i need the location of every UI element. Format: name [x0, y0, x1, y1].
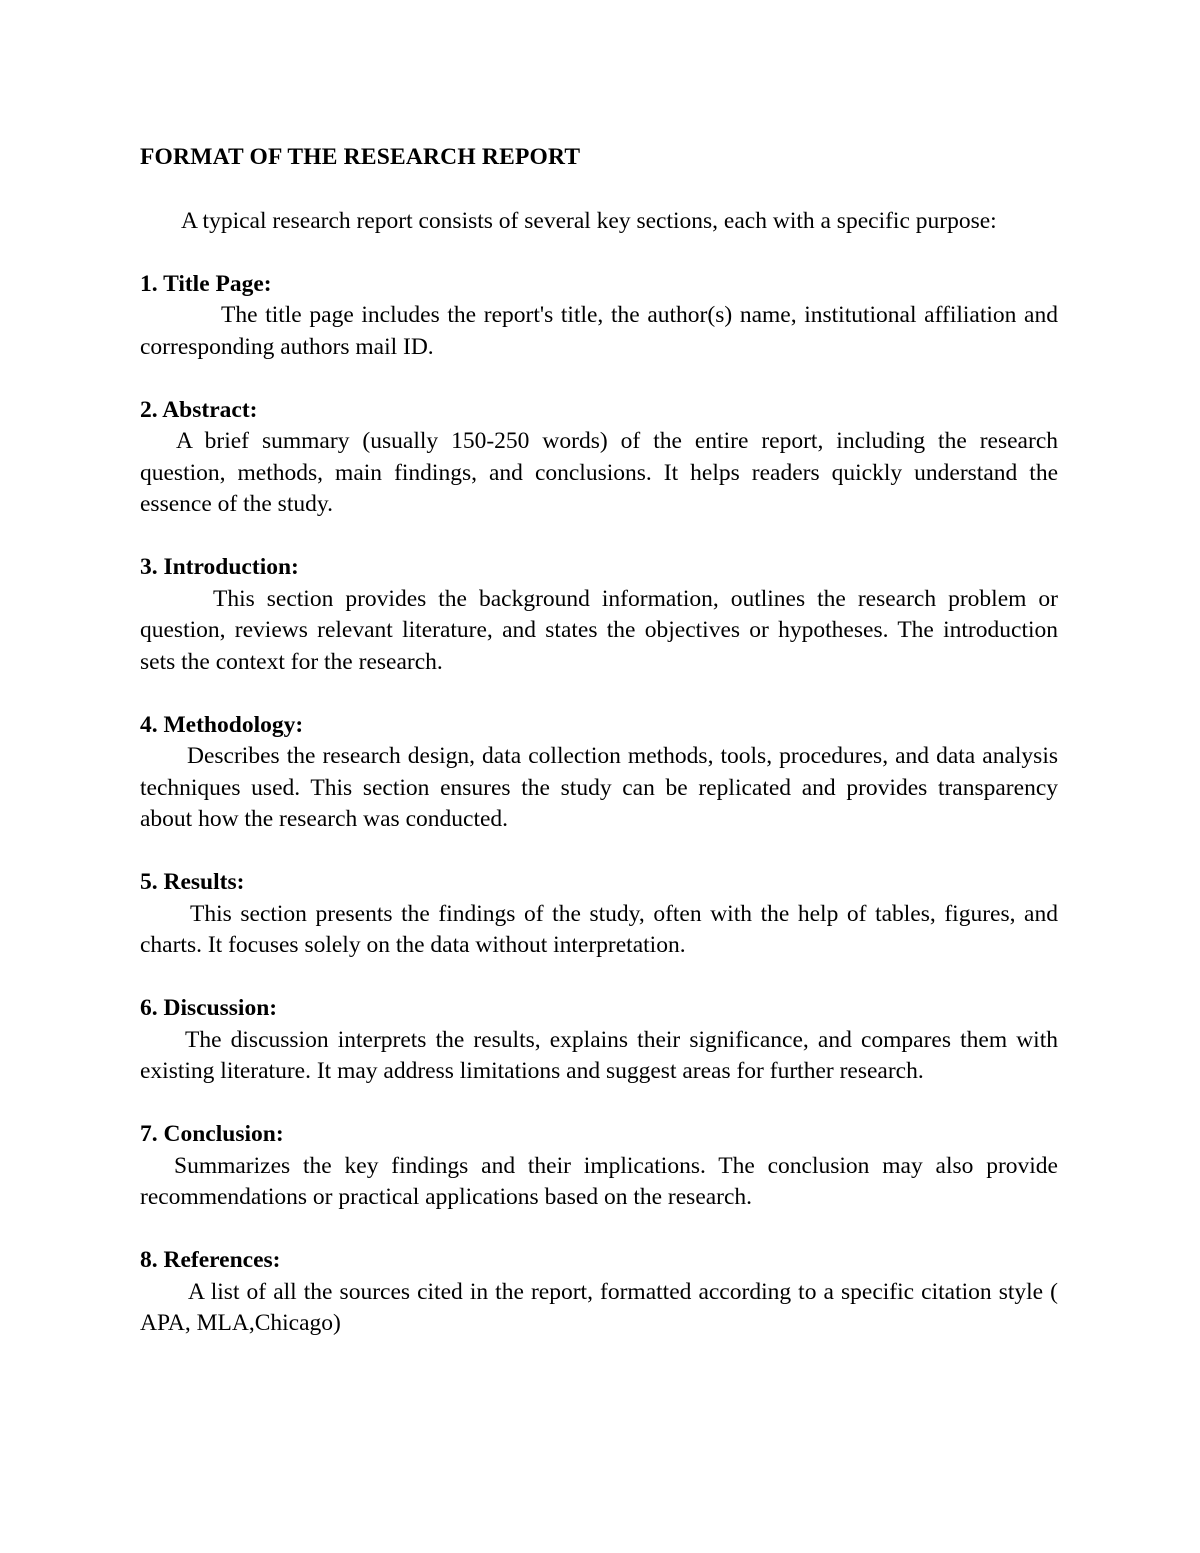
section-discussion — [140, 993, 1058, 1088]
section-methodology — [140, 710, 1058, 836]
document-title: FORMAT OF THE RESEARCH REPORT — [140, 144, 581, 170]
section-results — [140, 867, 1058, 962]
section-body: Summarizes the key findings and their implications. The conclusion may also provide recommendations or practical applications based on the research. — [140, 1152, 1058, 1210]
section-heading: 3. Introduction: — [140, 554, 299, 580]
section-introduction — [140, 552, 1058, 678]
section-body: The discussion interprets the results, explains their significance, and compares them with existing literature. It may address limitations and suggest areas for further research. — [140, 1026, 1058, 1084]
section-title-page — [140, 269, 1058, 364]
section-body: The title page includes the report's title, the author(s) name, institutional affiliation and corresponding authors mail ID. — [140, 302, 1058, 360]
section-body: A brief summary (usually 150-250 words) of the entire report, including the research question, methods, main findings, and conclusions. It helps readers quickly understand the essence of the study. — [140, 428, 1058, 517]
section-abstract — [140, 395, 1058, 521]
section-body: A list of all the sources cited in the report, formatted according to a specific citation style ( APA, MLA,Chicago) — [140, 1278, 1058, 1336]
section-heading: 2. Abstract: — [140, 396, 258, 423]
section-body: This section presents the findings of the study, often with the help of tables, figures, and charts. It focuses solely on the data without interpretation. — [140, 900, 1058, 958]
section-heading: 4. Methodology: — [140, 711, 304, 738]
section-heading: 5. Results: — [140, 869, 245, 895]
section-conclusion — [140, 1119, 1058, 1214]
section-heading: 8. References: — [140, 1247, 281, 1273]
section-body: This section provides the background information, outlines the research problem or question, reviews relevant literature, and states the objectives or hypotheses. The introduction sets the context for the research. — [140, 585, 1058, 675]
intro-paragraph: A typical research report consists of several key sections, each with a specific purpose: — [181, 207, 997, 234]
document-page — [140, 142, 1058, 1340]
section-heading: 6. Discussion: — [140, 995, 278, 1021]
section-heading: 1. Title Page: — [140, 270, 272, 297]
section-references — [140, 1245, 1058, 1340]
section-body: Describes the research design, data collection methods, tools, procedures, and data analysis techniques used. This section ensures the study can be replicated and provides transparency about how the research was conducted. — [140, 743, 1058, 832]
section-heading: 7. Conclusion: — [140, 1121, 284, 1147]
